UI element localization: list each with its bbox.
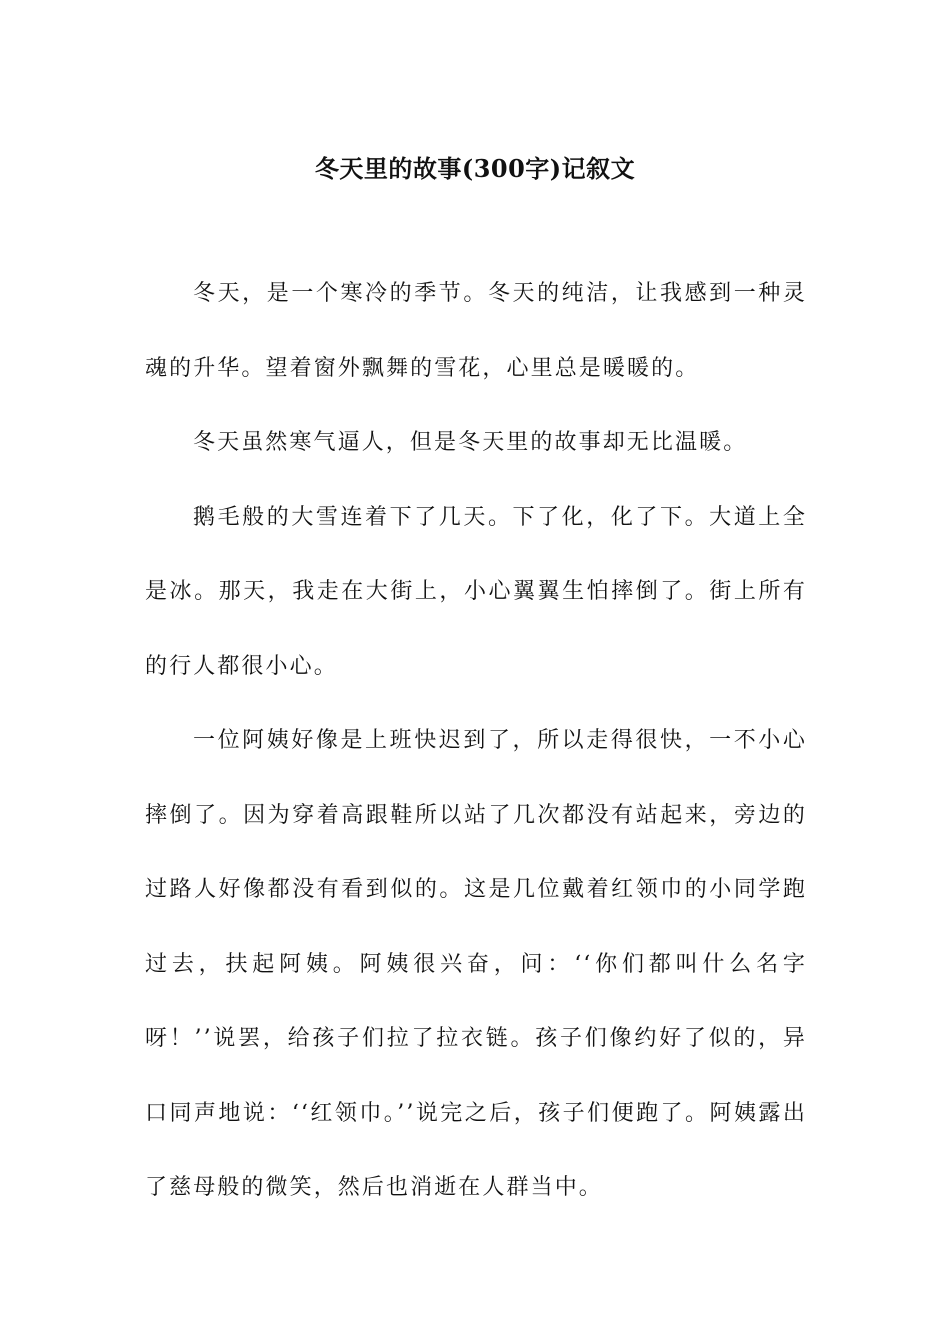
- document-body: [145, 257, 807, 1226]
- paragraph-2: 冬天虽然寒气逼人，但是冬天里的故事却无比温暖。: [193, 430, 748, 455]
- paragraph-3: 鹅毛般的大雪连着下了几天。下了化，化了下。大道上全是冰。那天，我走在大街上，小心翼翼生怕摔倒了。街上所有的行人都很小心。: [145, 504, 807, 679]
- paragraph-1: 冬天，是一个寒冷的季节。冬天的纯洁，让我感到一种灵魂的升华。望着窗外飘舞的雪花，心里总是暖暖的。: [145, 281, 807, 381]
- document-title: 冬天里的故事(300字)记叙文: [314, 154, 636, 184]
- paragraph-4: 一位阿姨好像是上班快迟到了，所以走得很快，一不小心摔倒了。因为穿着高跟鞋所以站了几次都没有站起来，旁边的过路人好像都没有看到似的。这是几位戴着红领巾的小同学跑过去，扶起阿姨。阿姨很兴奋，问：‘‘你们都叫什么名字呀！’’说罢，给孩子们拉了拉衣链。孩子们像约好了似的，异口同声地说：‘‘红领巾。’’说完之后，孩子们便跑了。阿姨露出了慈母般的微笑，然后也消逝在人群当中。: [145, 728, 807, 1200]
